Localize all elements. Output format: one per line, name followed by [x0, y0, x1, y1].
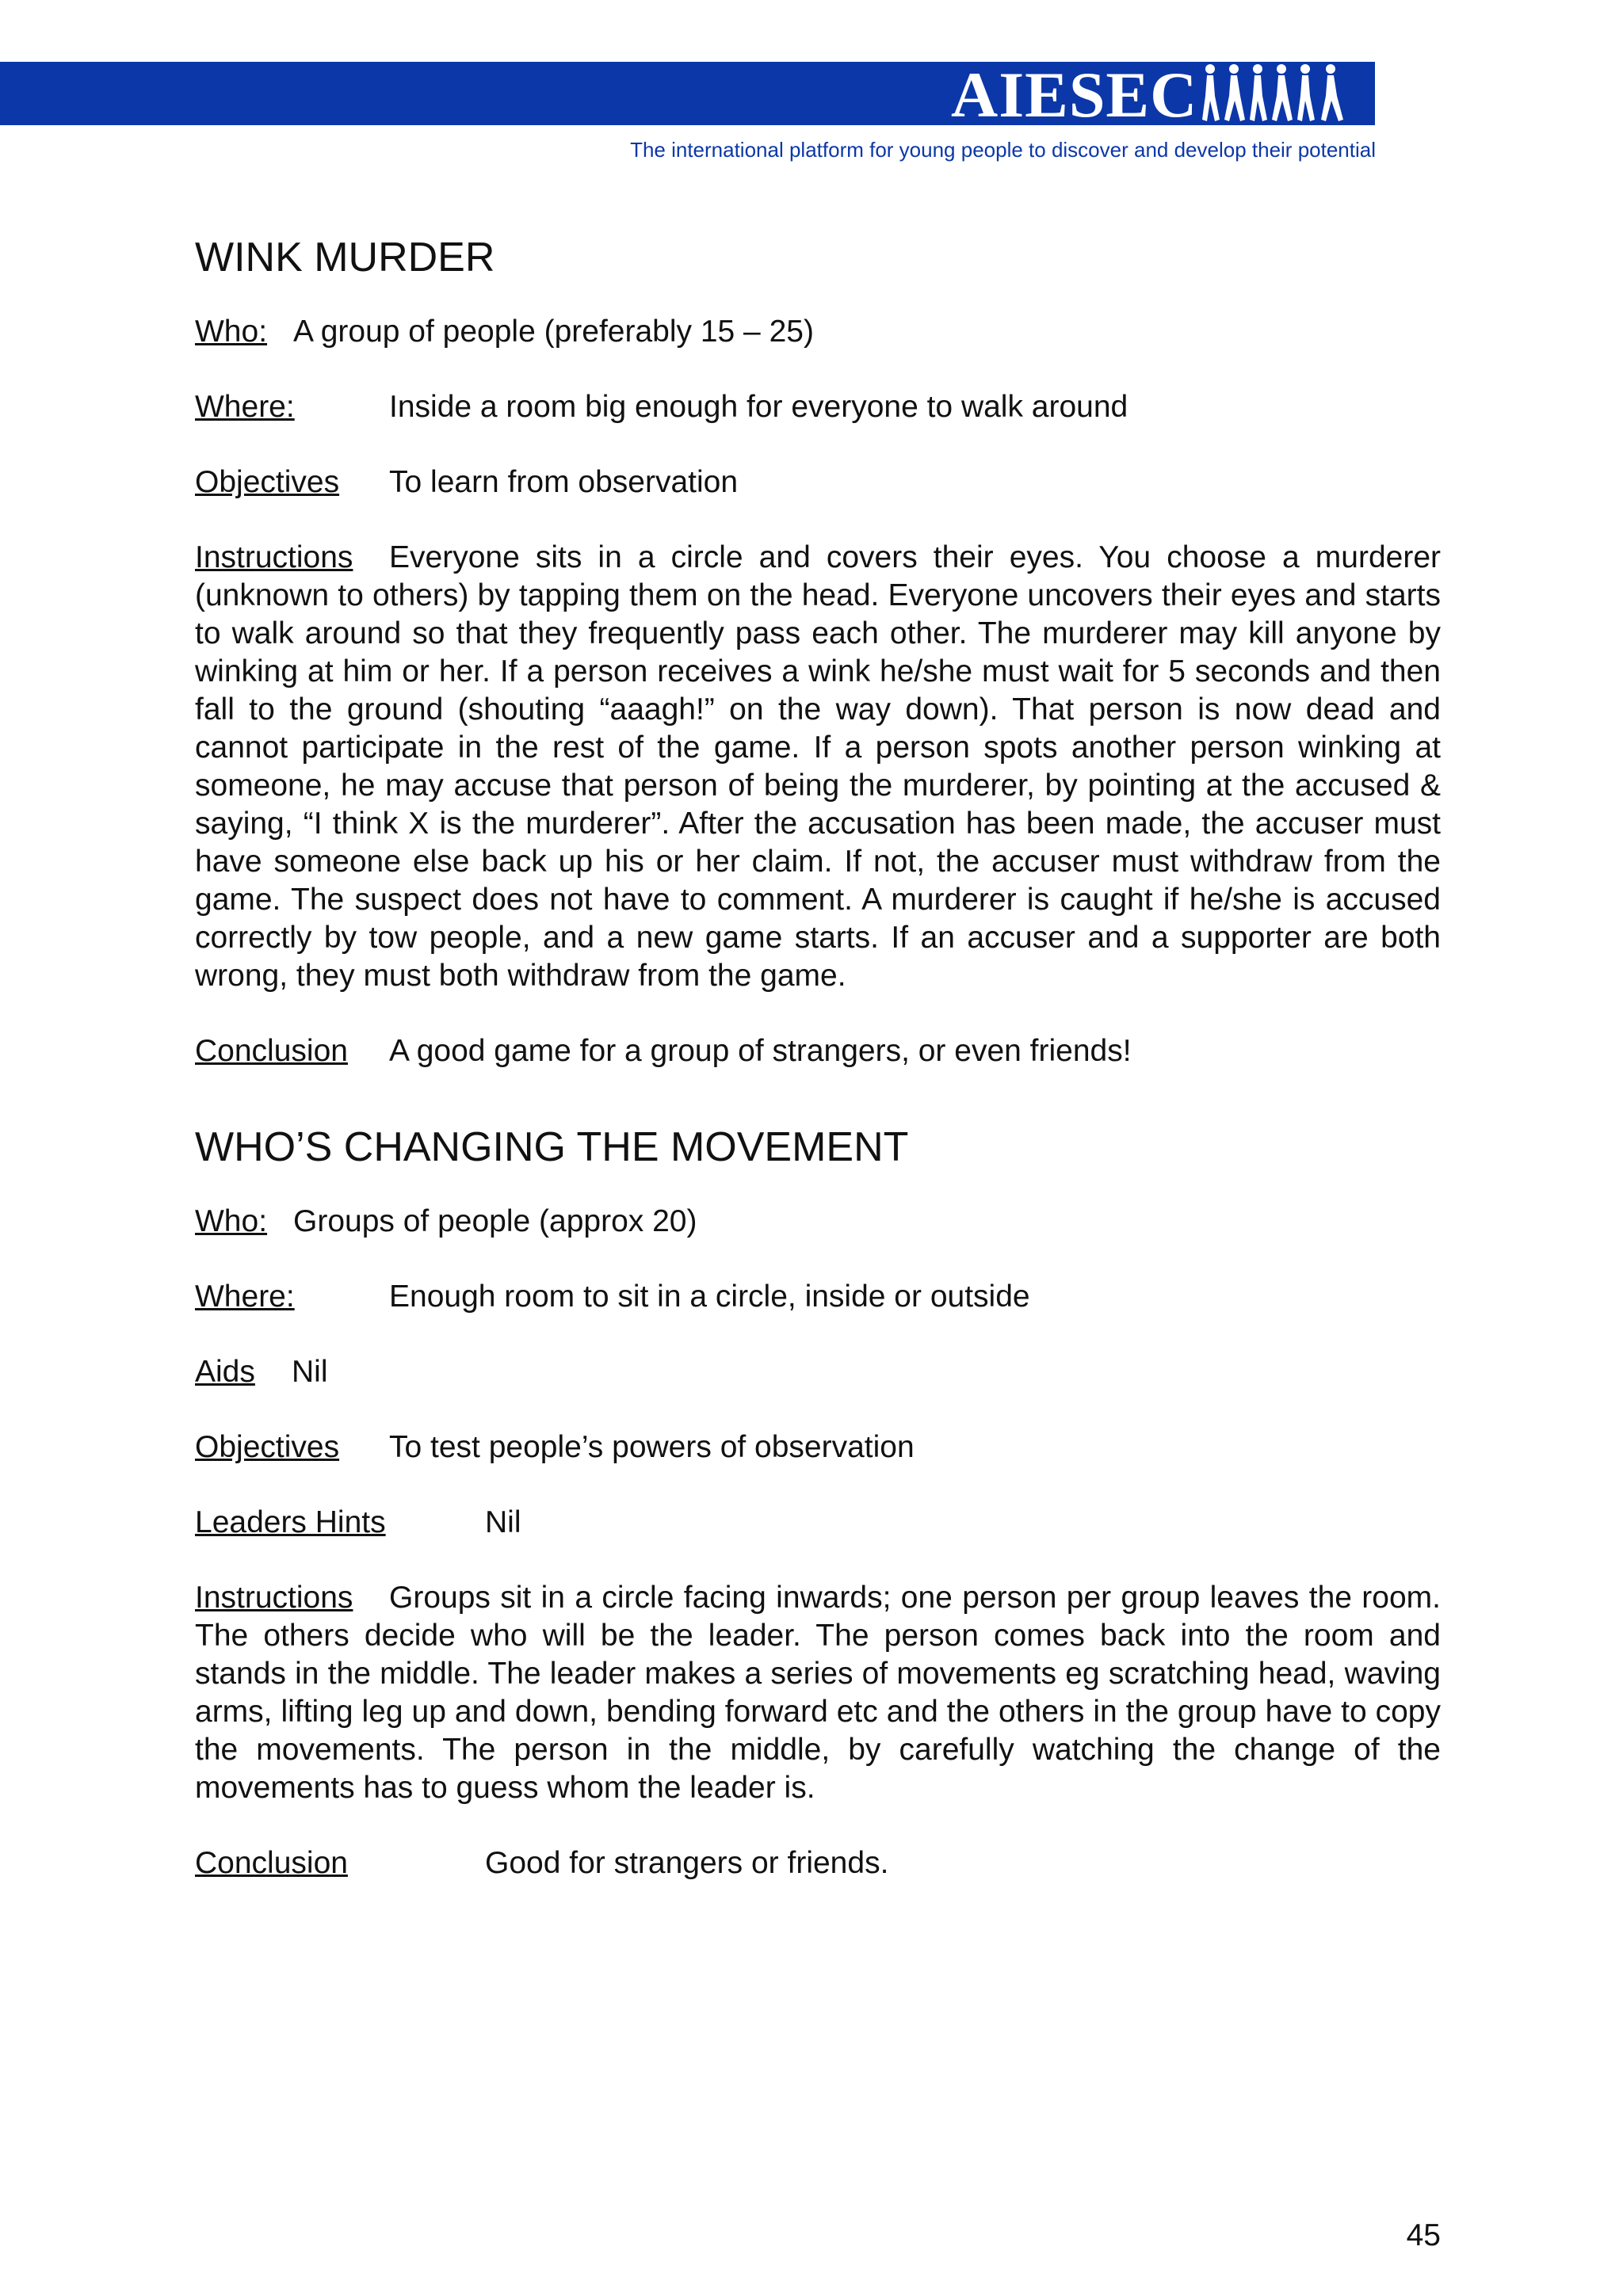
field-label: Conclusion	[195, 1846, 348, 1880]
walking-people-icon	[1199, 59, 1358, 131]
field-label: Objectives	[195, 1430, 340, 1464]
field-conclusion	[195, 1844, 1441, 1882]
field-who	[195, 313, 1441, 351]
section-whos-changing-the-movement	[195, 1119, 1441, 1882]
field-where	[195, 388, 1441, 426]
field-who	[195, 1203, 1441, 1241]
field-value: Enough room to sit in a circle, inside or outside	[389, 1280, 1030, 1314]
field-value: Groups sit in a circle facing inwards; one person per group leaves the room. The others decide who will be the leader. The person comes back into the room and stands in the middle. The leader makes a series of movements eg scratching head, waving arms, lifting leg up and down, bending forward etc and the others in the group have to copy the movements. The person in the middle, by carefully watching the change of the movements has to guess whom the leader is.	[195, 1581, 1441, 1805]
field-leaders-hints	[195, 1504, 1441, 1542]
field-value: Inside a room big enough for everyone to walk around	[389, 390, 1128, 424]
document-body	[195, 230, 1441, 1882]
field-where	[195, 1278, 1441, 1316]
field-value: Nil	[485, 1505, 521, 1539]
field-label: Leaders Hints	[195, 1505, 386, 1539]
field-value: A group of people (preferably 15 – 25)	[293, 315, 814, 349]
field-value: Good for strangers or friends.	[485, 1846, 889, 1880]
field-conclusion	[195, 1032, 1441, 1070]
field-label: Instructions	[195, 540, 353, 574]
field-value: To test people’s powers of observation	[389, 1430, 915, 1464]
field-label: Objectives	[195, 465, 340, 499]
field-label: Where:	[195, 1280, 295, 1314]
page-number: 45	[1406, 2218, 1441, 2252]
section-title: WHO’S CHANGING THE MOVEMENT	[195, 1124, 909, 1170]
aiesec-logo	[951, 57, 1358, 133]
field-instructions	[195, 539, 1441, 995]
field-label: Who:	[195, 1204, 268, 1238]
field-aids	[195, 1353, 1441, 1391]
tagline: The international platform for young people to discover and develop their potential	[630, 138, 1376, 162]
field-label: Who:	[195, 315, 268, 349]
field-objectives	[195, 463, 1441, 502]
field-label: Aids	[195, 1355, 255, 1389]
field-value: Everyone sits in a circle and covers their eyes. You choose a murderer (unknown to others) by tapping them on the head. Everyone uncovers their eyes and starts to walk around so that they frequently pass each other. The murderer may kill anyone by winking at him or her. If a person receives a wink he/she must wait for 5 seconds and then fall to the ground (shouting “aaagh!” on the way down). That person is now dead and cannot participate in the rest of the game. If a person spots another person winking at someone, he may accuse that person of being the murderer, by pointing at the accused & saying, “I think X is the murderer”. After the accusation has been made, the accuser must have someone else back up his or her claim. If not, the accuser must withdraw from the game. The suspect does not have to comment. A murderer is caught if he/she is accused correctly by tow people, and a new game starts. If an accuser and a supporter are both wrong, they must both withdraw from the game.	[195, 540, 1441, 993]
field-label: Conclusion	[195, 1034, 348, 1068]
field-objectives	[195, 1428, 1441, 1466]
section-title: WINK MURDER	[195, 235, 495, 280]
field-instructions	[195, 1579, 1441, 1807]
section-wink-murder	[195, 230, 1441, 1070]
field-value: Groups of people (approx 20)	[293, 1204, 697, 1238]
field-label: Where:	[195, 390, 295, 424]
field-label: Instructions	[195, 1581, 353, 1615]
logo-text: AIESEC	[951, 59, 1198, 131]
field-value: To learn from observation	[389, 465, 739, 499]
field-value: Nil	[292, 1355, 328, 1389]
field-value: A good game for a group of strangers, or even friends!	[389, 1034, 1132, 1068]
